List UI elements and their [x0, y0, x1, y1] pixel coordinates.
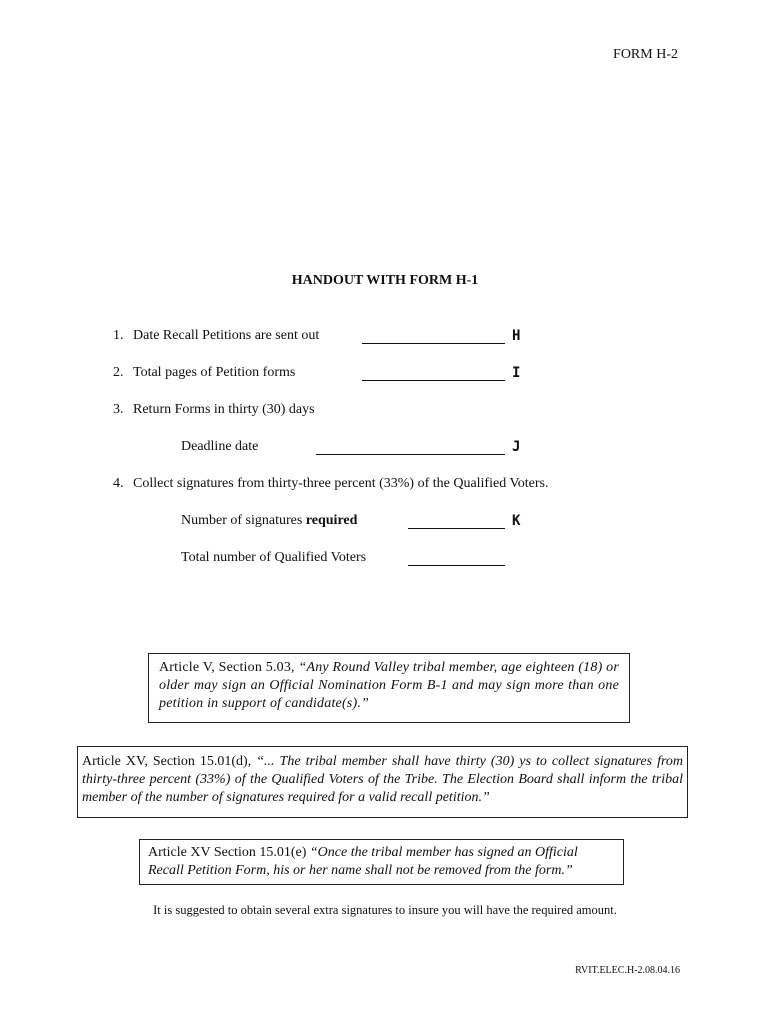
page-title: HANDOUT WITH FORM H-1 — [291, 273, 479, 288]
item-text: Collect signatures from thirty-three percent (33%) of the Qualified Voters. — [133, 476, 549, 491]
list-item-1 — [113, 328, 319, 344]
item-text: Total pages of Petition forms — [133, 365, 296, 380]
total-pages-field[interactable] — [362, 380, 505, 381]
item-number: 3. — [113, 402, 124, 417]
field-marker-i: I — [512, 365, 521, 381]
list-item-4 — [113, 476, 548, 492]
footer-code: RVIT.ELEC.H-2.08.04.16 — [575, 965, 680, 976]
signatures-label-text: Number of signatures — [181, 513, 306, 528]
field-marker-j: J — [512, 439, 521, 455]
signatures-required-label — [181, 513, 357, 529]
quote-reference: Article V, Section 5.03, — [159, 660, 299, 675]
item-number: 1. — [113, 328, 124, 343]
item-text: Return Forms in thirty (30) days — [133, 402, 315, 417]
list-item-2 — [113, 365, 295, 381]
field-marker-k: K — [512, 513, 521, 529]
item-text: Date Recall Petitions are sent out — [133, 328, 320, 343]
quote-text: “Any Round Valley tribal member, age eighteen (18) or older may sign an Official Nomination Form B-1 and may sign more than one petition in support of candidate(s).” — [159, 660, 619, 711]
quote-text: “... The tribal member shall have thirty (30) ys to collect signatures from thirty-three percent (33%) of the Qualified Voters of the Tribe. The Election Board shall inform the tribal member of the number of signatures required for a valid recall petition.” — [82, 754, 684, 805]
field-marker-h: H — [512, 328, 521, 344]
signatures-required-field[interactable] — [408, 528, 505, 529]
required-emphasis: required — [305, 513, 358, 528]
article-v-quote-box — [148, 653, 630, 723]
article-xv-d-quote-box — [77, 746, 688, 818]
list-item-3 — [113, 402, 315, 418]
article-xv-e-quote-box — [139, 839, 624, 885]
suggestion-note: It is suggested to obtain several extra signatures to insure you will have the required amount. — [153, 903, 617, 917]
deadline-date-field[interactable] — [316, 454, 505, 455]
sent-date-field[interactable] — [362, 343, 505, 344]
item-number: 2. — [113, 365, 124, 380]
qualified-voters-label: Total number of Qualified Voters — [181, 550, 367, 565]
form-number: FORM H-2 — [613, 47, 678, 62]
quote-reference: Article XV Section 15.01(e) — [148, 845, 310, 860]
item-number: 4. — [113, 476, 124, 491]
qualified-voters-field[interactable] — [408, 565, 505, 566]
deadline-label: Deadline date — [181, 439, 259, 454]
quote-reference: Article XV, Section 15.01(d), — [82, 754, 257, 769]
quote-text: “Once the tribal member has signed an Official Recall Petition Form, his or her name shall not be removed from the form.” — [148, 845, 578, 878]
